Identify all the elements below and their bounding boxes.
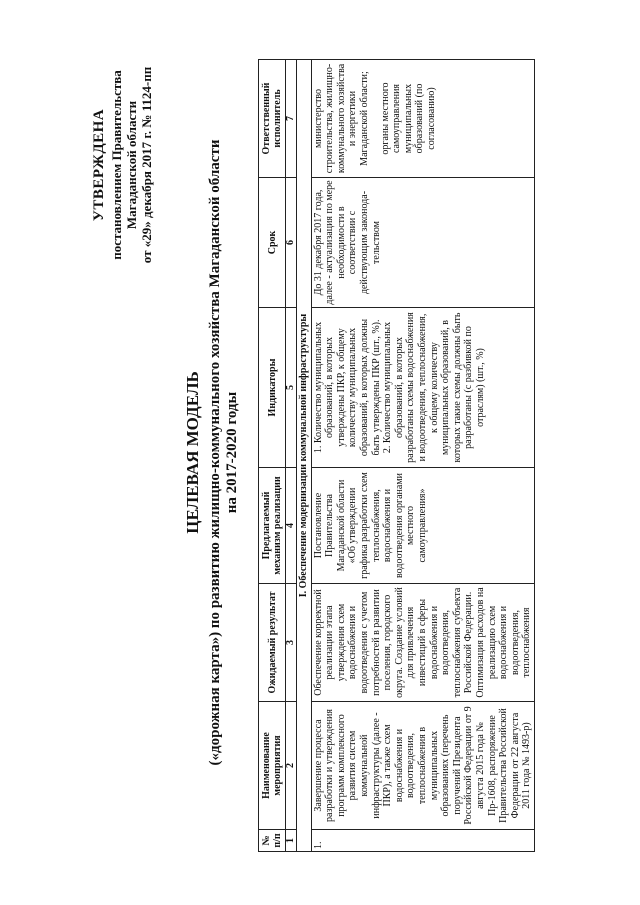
header-result: Ожидаемый результат [259,584,286,702]
deadline: До 31 декабря 2017 года, далее - актуализация по мере необходимости в соответствии с действующим законода- тельством [311,178,534,308]
column-number: 6 [286,178,297,308]
header-deadline: Срок [259,178,286,308]
title-main: ЦЕЛЕВАЯ МОДЕЛЬ [183,371,202,534]
indicator-1: 1. Количество муниципальных образований, в которых утверждены ПКР, к общему количеству муниципальных образований, в которых должны быть утверждены ПКР (шт., %). [312,318,382,457]
approval-line-2: Магаданской области [124,100,139,230]
column-number-row [286,60,297,852]
expected-result: Обеспечение корректной реализации этапа утверждения схем водоснабжения и водоотведения с учетом потребностей в развитии поселения, городского округа. Создание условий для привлечения инвестиций в сферы водоснабжения и водоотведения, теплоснабжения субъекта Российской Федерации. Оптимизация расходов на реализацию схем водоснабжения и водоотведения, теплоснабжения [311,584,534,702]
title-subtitle-2: на 2017-2020 годы [224,391,240,514]
implementation-mechanism: Постановление Правительства Магаданской области «Об утверждении графика разработки схем теплоснабжения, водоснабжения и водоотведения органами местного самоуправления» [311,468,534,584]
column-number: 2 [286,702,297,830]
activity-name: Завершение процесса разработки и утверждения программ комплексного развития систем коммунальной инфраструктуры (далее - ПКР), а также схем водоснабжения и водоотведения, теплоснабжения в муниципальных образованиях (перечень поручений Президента Российской Федерации от 9 августа 2015 года № Пр-1608, распоряжение Правительства Российской Федерации от 22 августа 2011 года № 1493-р) [311,702,534,830]
column-number: 4 [286,468,297,584]
section-title: I. Обеспечение модернизации коммунальной инфраструктуры [297,60,312,852]
table-row [311,60,534,852]
roadmap-table [258,59,535,852]
responsible-municipal: органы местного самоуправления муниципальных образований (по согласованию) [379,82,437,155]
column-number: 3 [286,584,297,702]
column-number: 1 [286,830,297,852]
responsible-cell [311,60,534,178]
column-number: 7 [286,60,297,178]
header-responsible: Ответственный исполнитель [259,60,286,178]
title-subtitle-1: («дорожная карта») по развитию жилищно-коммунального хозяйства Магаданской области [207,139,223,766]
header-number: № п/п [259,830,286,852]
approval-heading: УТВЕРЖДЕНА [91,108,107,222]
approval-stamp [92,25,154,305]
approval-line-3: от «29» декабря 2017 г. № 1124-пп [139,66,154,264]
spacer [371,62,380,175]
section-row [297,60,312,852]
header-activity: Наименование мероприятия [259,702,286,830]
table-header-row [259,60,286,852]
responsible-ministry: министерство строительства, жилищно- коммунального хозяйства и энергетики Магаданской области; [312,63,370,174]
header-indicators: Индикаторы [259,308,286,468]
row-number: 1. [311,830,534,852]
document-title [183,80,241,825]
indicator-2: 2. Количество муниципальных образований, в которых разработаны схемы водоснабжения и водоотведения, теплоснабжения, к общему количеству муниципальных образований, в которых такие схемы должны быть разработаны (с разбивкой по отраслям) (шт., %) [382,312,486,463]
header-mechanism: Предлагаемый механизм реализации [259,468,286,584]
approval-line-1: постановлением Правительства [109,70,124,260]
column-number: 5 [286,308,297,468]
indicators-cell [311,308,534,468]
